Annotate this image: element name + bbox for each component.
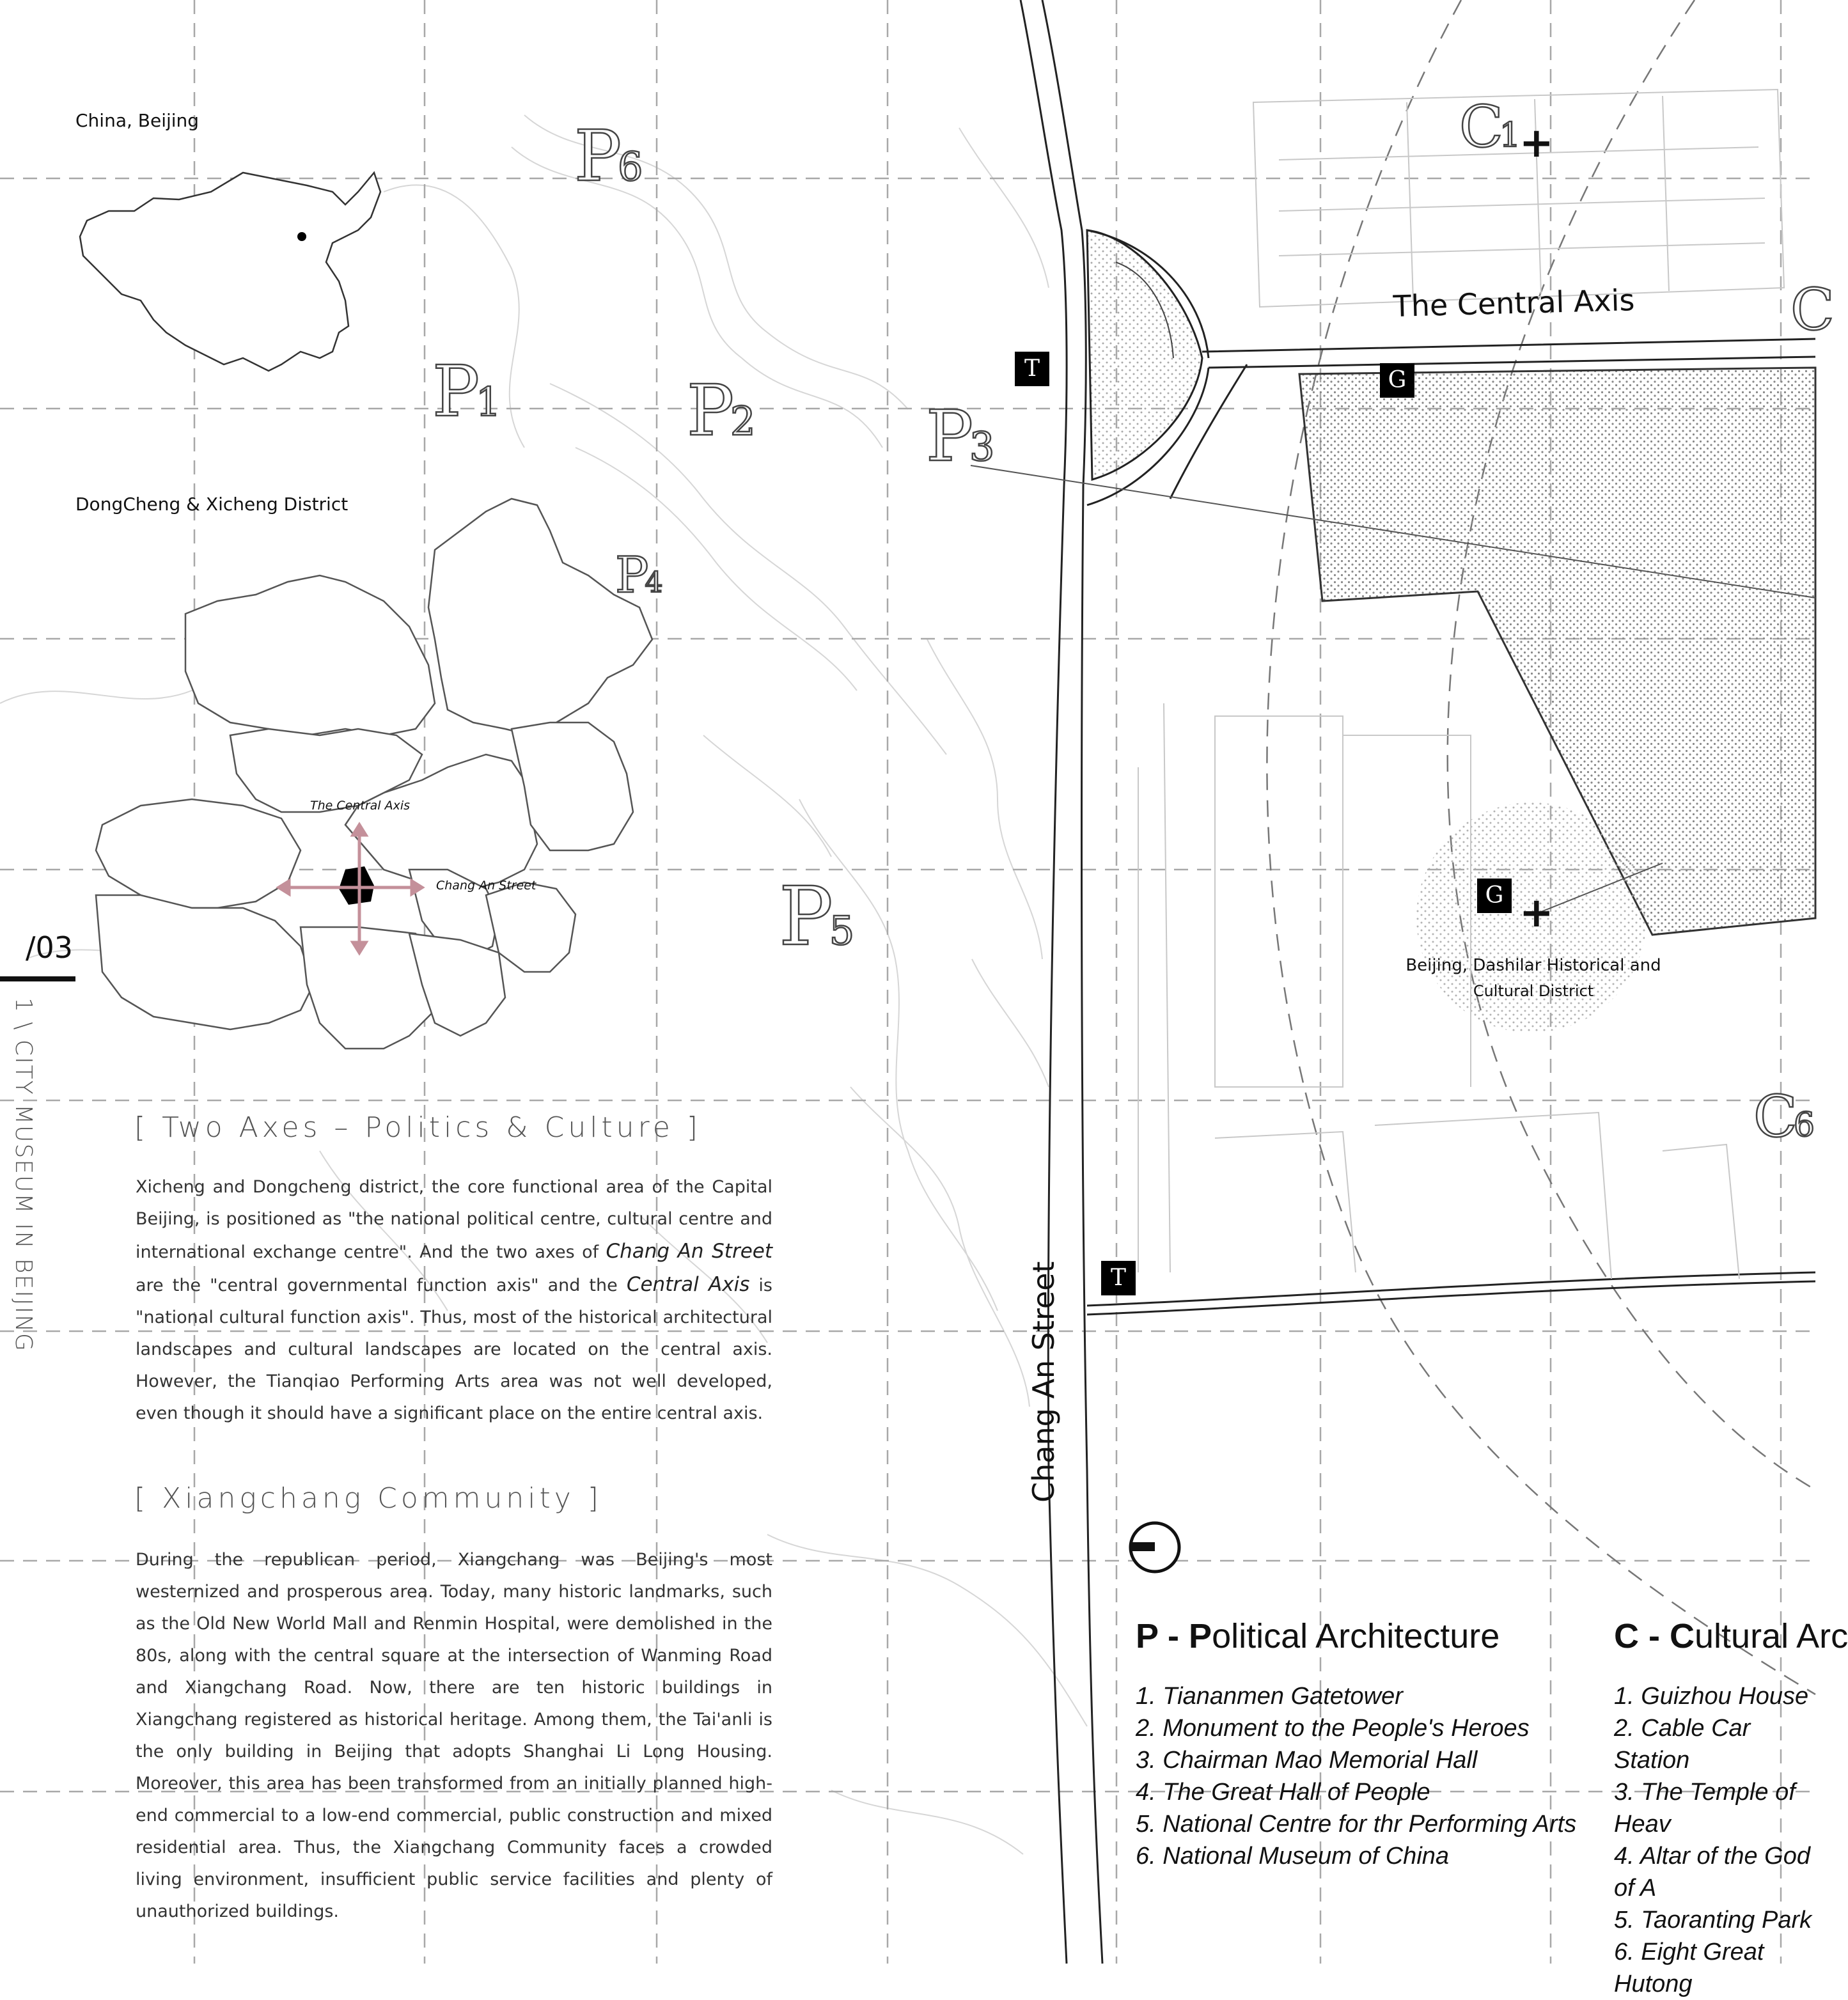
transit-marker-icon: T (1101, 1261, 1136, 1295)
legend-cultural-list (1614, 1680, 1815, 2000)
label-p3: P3 (926, 395, 991, 477)
legend-item: 2. Monument to the People's Heroes (1136, 1715, 1530, 1742)
legend-item: 6. National Museum of China (1136, 1843, 1450, 1870)
legend-item: 6. Eight Great Hutong (1614, 1939, 1764, 1997)
central-axis-road (1202, 339, 1815, 368)
label-p2: P2 (687, 370, 752, 451)
label-c-partial: C (1790, 276, 1831, 343)
chang-an-map-label: Chang An Street (1026, 1261, 1061, 1503)
label-c6: C6 (1753, 1083, 1811, 1150)
dashilar-label: Beijing, Dashilar Historical and Cultural District (1406, 956, 1661, 1000)
legend-item: 3. Chairman Mao Memorial Hall (1136, 1747, 1478, 1774)
gate-marker-icon: G (1380, 363, 1414, 398)
legend-item: 1. Tiananmen Gatetower (1136, 1683, 1403, 1710)
page-number-bar (0, 976, 75, 981)
locator-central-axis-label: The Central Axis (310, 799, 411, 813)
section-two-axes-text: Xicheng and Dongcheng district, the core functional area of the Capital Beijing, is positioned as "the national political centre, cultural centre and international exchange centre". And the two axes of Chang An Street are the "central governmental function axis" and the Central Axis is "national cultural function axis". Thus, most of the historical architectural landscapes and cultural landscapes are located on the central axis. However, the Tianqiao Performing Arts area was not well developed, even though it should have a significant place on the entire central axis. (136, 1177, 772, 1423)
legend-item: 4. Altar of the God of A (1614, 1843, 1810, 1902)
section-two-axes-heading: [ Two Axes – Politics & Culture ] (134, 1111, 701, 1144)
beijing-districts (96, 499, 652, 1049)
label-c1: C1 (1459, 93, 1517, 160)
label-p5: P5 (779, 870, 851, 964)
china-outline (80, 173, 380, 371)
marker-plus-c1: + (1519, 120, 1554, 167)
legend-item: 5. National Centre for thr Performing Arts (1136, 1811, 1577, 1838)
section-xiangchang-text: During the republican period, Xiangchang was Beijing's most westernized and prosperous area. Today, many historic landmarks, such as the Old New World Mall and Renmin Hospital, were demolished in the 80s, along with the central square at the intersection of Wanming Road and Xiangchang Road. Now, there are ten historic buildings in Xiangchang registered as historical heritage. Among them, the Tai'anli is the only building in Beijing that adopts Shanghai Li Long Housing. Moreover, this area has been transformed from an initially planned high-end commercial to a low-end commercial, public construction and mixed residential area. Thus, the Xiangchang Community faces a crowded living environment, insufficient public service facilities and plenty of unauthorized buildings. (136, 1550, 772, 1921)
transit-marker-icon: T (1015, 352, 1049, 386)
legend-item: 1. Guizhou House (1614, 1683, 1809, 1710)
lower-road (1087, 1272, 1815, 1315)
section-xiangchang-heading: [ Xiangchang Community ] (134, 1482, 602, 1515)
legend-item: 3. The Temple of Heav (1614, 1779, 1796, 1838)
gate-marker-icon: G (1477, 879, 1512, 913)
vertical-title: 1 \ CITY MUSEUM IN BEIJING (10, 997, 36, 1352)
label-p6: P6 (574, 115, 639, 197)
label-p4: P4 (615, 547, 659, 604)
page-number: /03 (26, 930, 74, 965)
locator-chang-an-label: Chang An Street (436, 879, 536, 893)
tiananmen-island (1087, 230, 1202, 480)
legend-political-title: P - Political Architecture (1136, 1617, 1500, 1655)
label-p1: P1 (432, 350, 497, 432)
china-locator-title: China, Beijing (75, 110, 200, 131)
legend-cultural-title: C - Cultural Arc (1614, 1617, 1848, 1655)
legend-political-list (1136, 1680, 1576, 1872)
legend-item: 5. Taoranting Park (1614, 1907, 1812, 1934)
district-locator-title: DongCheng & Xicheng District (75, 494, 348, 515)
legend-item: 4. The Great Hall of People (1136, 1779, 1430, 1806)
marker-plus-dashilar: + (1519, 889, 1554, 937)
legend-item: 2. Cable Car Station (1614, 1715, 1751, 1774)
central-axis-map-label: The Central Axis (1393, 283, 1636, 324)
